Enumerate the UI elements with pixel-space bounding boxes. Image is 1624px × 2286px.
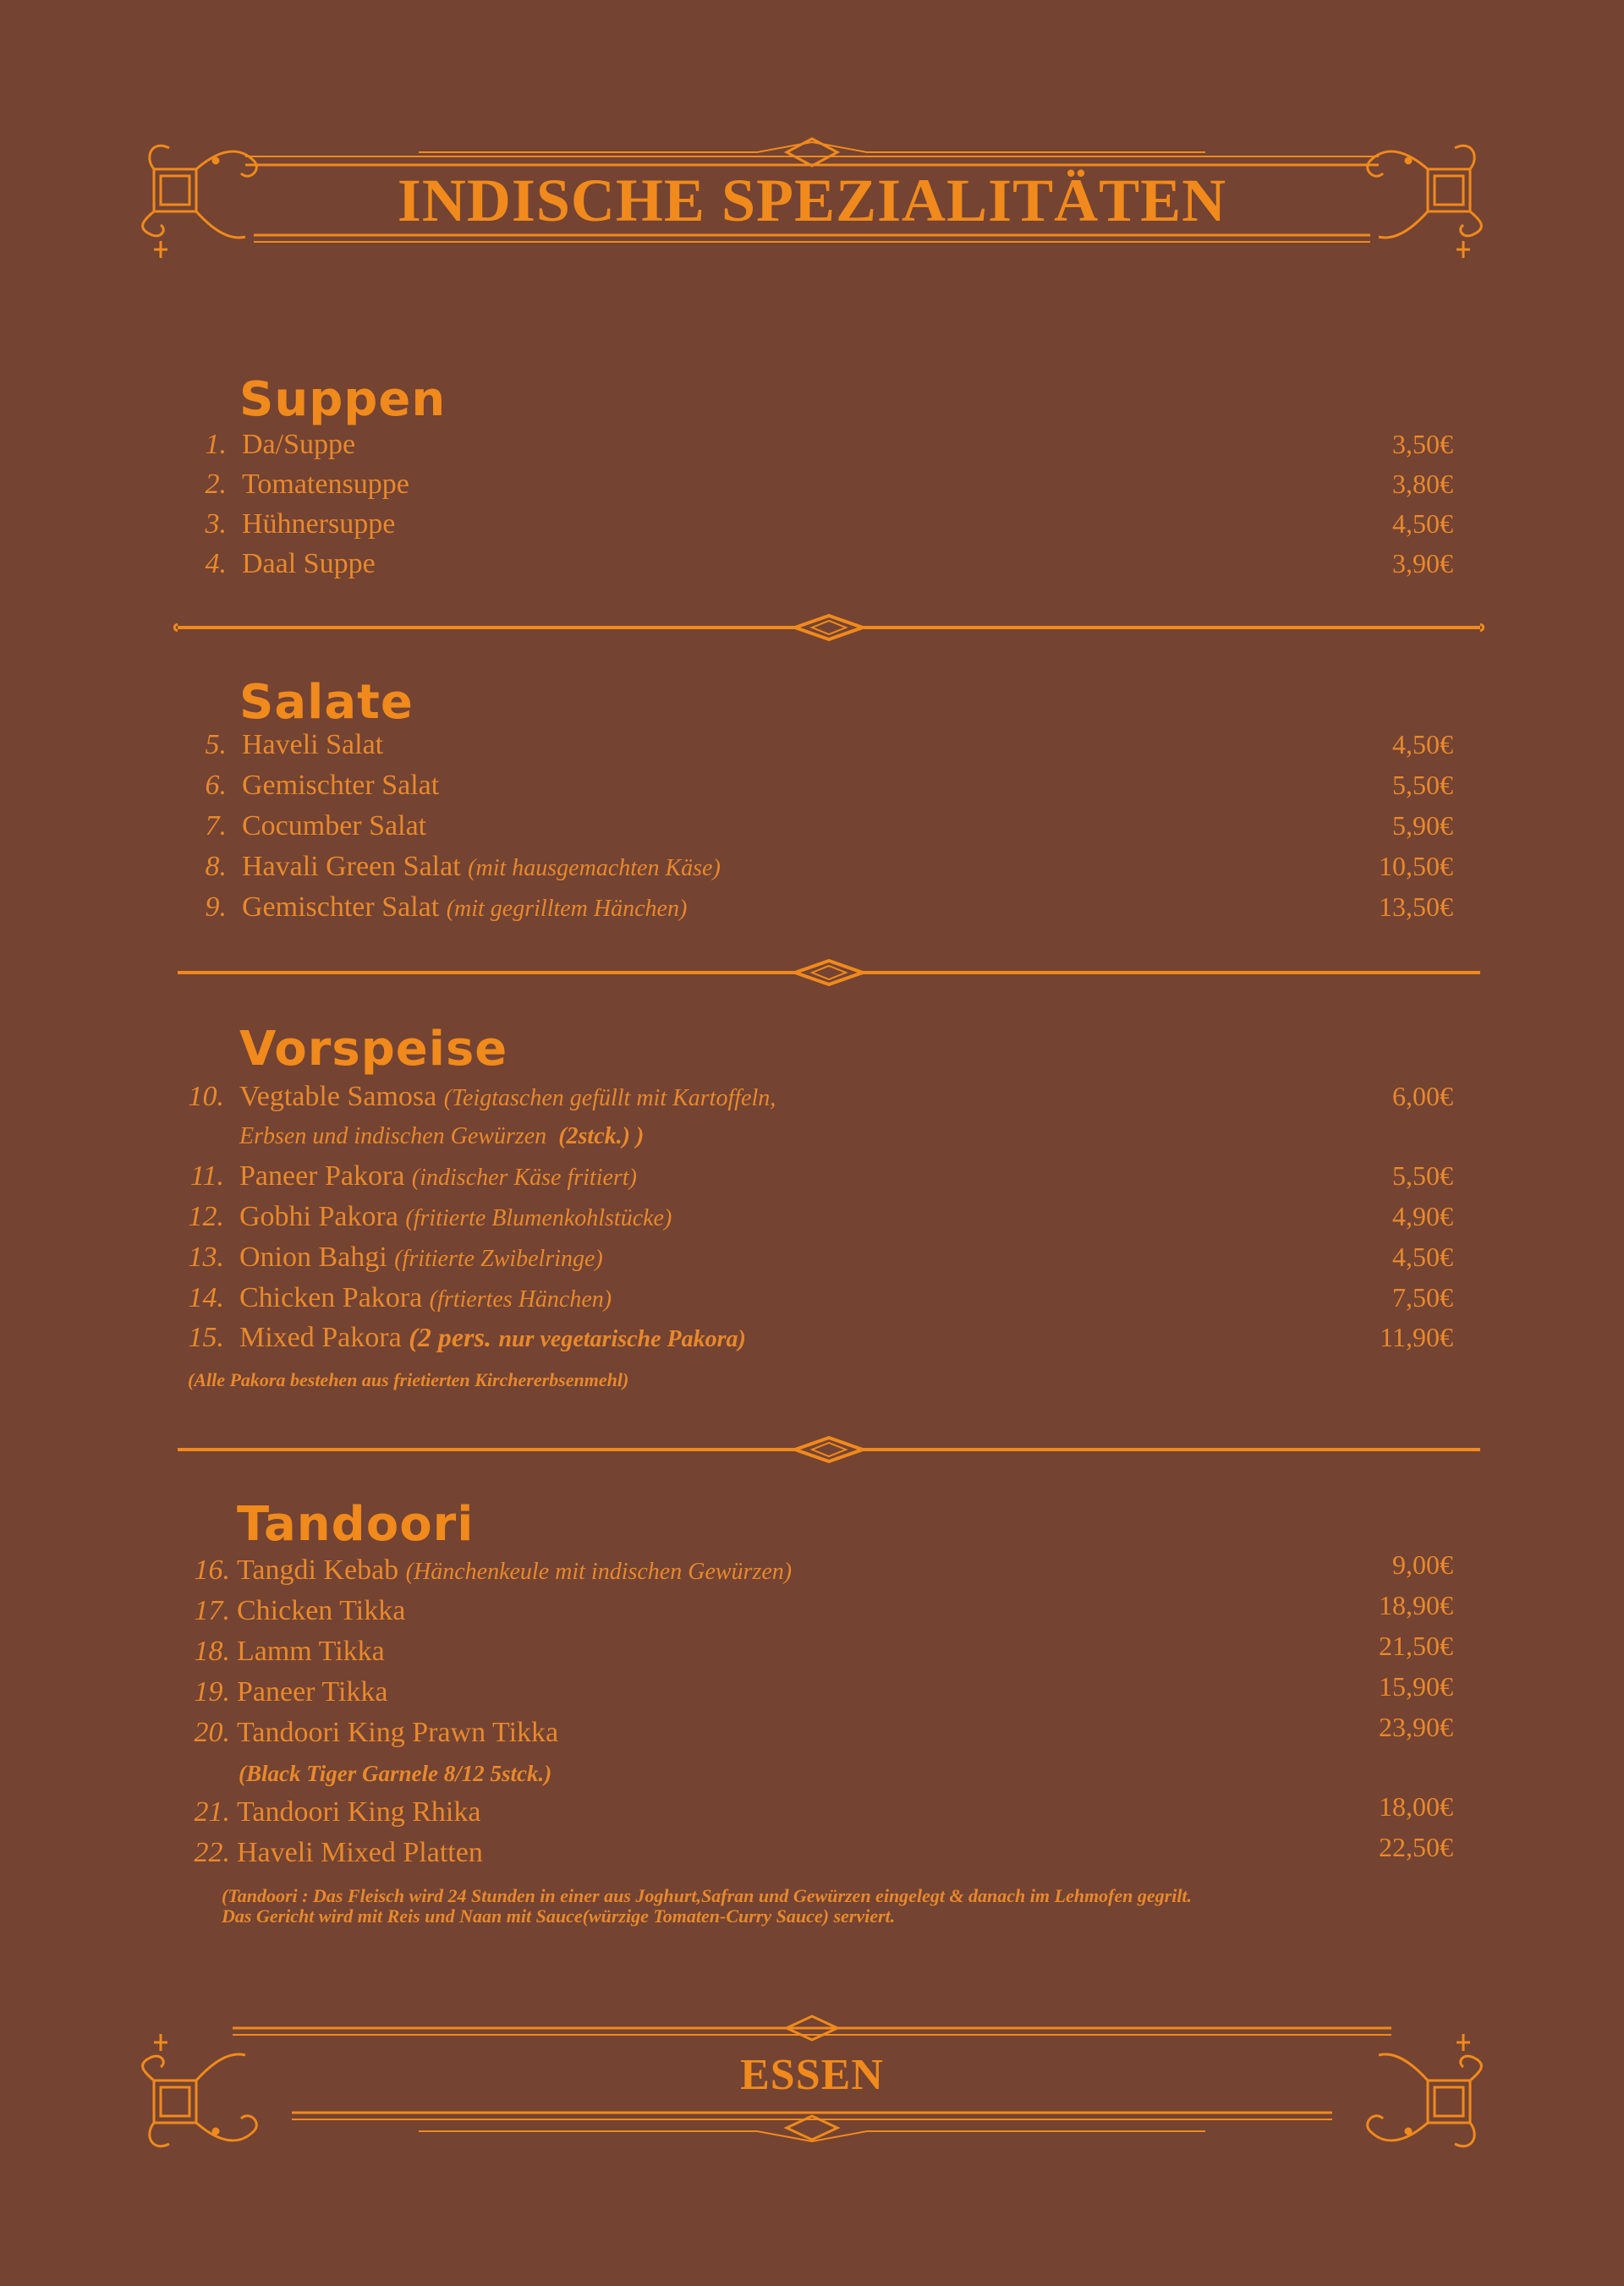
item-number: 22. [194, 1837, 230, 1868]
item-name: Daal Suppe [242, 548, 376, 579]
item-description-continued: Erbsen und indischen Gewürzen (2stck.) ) [239, 1123, 645, 1149]
item-name: Haveli Mixed Platten [237, 1837, 483, 1868]
item-name: Hühnersuppe [242, 508, 396, 540]
item-number: 2. [205, 469, 227, 500]
menu-item [0, 508, 1624, 549]
item-price: 23,90€ [1379, 1712, 1453, 1742]
menu-item [0, 851, 1624, 891]
item-name: Tandoori King Prawn Tikka [237, 1717, 559, 1748]
item-price: 18,00€ [1379, 1791, 1453, 1822]
menu-item [0, 1081, 1624, 1121]
section-title: Suppen [239, 372, 447, 427]
item-name: Paneer Pakora (indischer Käse fritiert) [239, 1160, 637, 1192]
item-price: 5,50€ [1392, 1160, 1453, 1191]
item-number: 16. [194, 1554, 230, 1586]
item-description: (frtiertes Hänchen) [429, 1286, 612, 1313]
item-number: 18. [194, 1636, 230, 1667]
menu-item [0, 1832, 1624, 1878]
section-title: Tandoori [237, 1497, 475, 1552]
item-number: 13. [188, 1242, 224, 1273]
item-number: 21. [194, 1796, 230, 1828]
menu-item [0, 1201, 1624, 1242]
item-number: 8. [205, 851, 227, 882]
item-price: 4,50€ [1392, 1242, 1453, 1272]
item-price: 21,50€ [1379, 1631, 1453, 1661]
item-price: 6,00€ [1392, 1081, 1453, 1111]
item-price: 15,90€ [1379, 1671, 1453, 1702]
section-note: (Alle Pakora bestehen aus frietierten Kirchererbsenmehl) [188, 1369, 629, 1390]
item-name: Tangdi Kebab (Hänchenkeule mit indischen Gewürzen) [237, 1554, 793, 1586]
item-description: (indischer Käse fritiert) [411, 1165, 637, 1191]
item-number: 4. [205, 548, 227, 579]
item-number: 20. [194, 1717, 230, 1748]
item-price: 3,80€ [1392, 469, 1453, 499]
item-description: (2 pers. [409, 1322, 491, 1352]
item-number: 11. [190, 1160, 224, 1192]
menu-item [0, 548, 1624, 589]
item-name: Cocumber Salat [242, 810, 427, 841]
item-price: 4,50€ [1392, 508, 1453, 539]
item-name: Onion Bahgi (fritierte Zwibelringe) [239, 1242, 603, 1273]
item-price: 3,90€ [1392, 548, 1453, 578]
item-name: Tandoori King Rhika [237, 1796, 481, 1828]
menu-item [0, 1160, 1624, 1201]
item-name: Gobhi Pakora (fritierte Blumenkohlstücke) [239, 1201, 672, 1232]
menu-item [0, 891, 1624, 932]
footer-frame [135, 2004, 1489, 2157]
item-description: (Teigtaschen gefüllt mit Kartoffeln, [443, 1085, 776, 1111]
item-number: 3. [205, 508, 227, 540]
item-number: 7. [205, 810, 227, 841]
item-price: 11,90€ [1380, 1322, 1453, 1352]
menu-item [0, 729, 1624, 770]
item-name: Paneer Tikka [237, 1676, 388, 1708]
item-number: 6. [205, 770, 227, 801]
item-description: (mit gegrilltem Hänchen) [446, 896, 688, 922]
divider-ornament-icon [173, 1433, 1484, 1466]
item-name: Havali Green Salat (mit hausgemachten Käse) [242, 851, 721, 882]
item-name: Gemischter Salat [242, 770, 440, 801]
item-number: 17. [194, 1595, 230, 1626]
menu-item [0, 1242, 1624, 1282]
item-description: (fritierte Blumenkohlstücke) [405, 1205, 672, 1231]
item-description: (fritierte Zwibelringe) [394, 1246, 603, 1272]
item-price: 10,50€ [1379, 851, 1453, 881]
item-name: Chicken Pakora (frtiertes Hänchen) [239, 1282, 612, 1313]
item-name: Da/Suppe [242, 429, 356, 460]
item-number: 12. [188, 1201, 224, 1232]
menu-item [0, 1322, 1624, 1362]
item-name: Chicken Tikka [237, 1595, 406, 1626]
item-name: Gemischter Salat (mit gegrilltem Hänchen) [242, 891, 688, 923]
section-title: Vorspeise [239, 1022, 508, 1077]
item-number: 10. [188, 1081, 224, 1112]
menu-item [0, 1671, 1624, 1717]
item-number: 9. [205, 891, 227, 923]
menu-item [0, 1282, 1624, 1323]
item-price: 22,50€ [1379, 1832, 1453, 1862]
item-price: 3,50€ [1392, 429, 1453, 459]
item-price: 5,50€ [1392, 770, 1453, 800]
divider-ornament-icon [173, 611, 1484, 644]
item-number: 14. [188, 1282, 224, 1313]
menu-item [0, 469, 1624, 509]
item-number: 15. [188, 1322, 224, 1353]
menu-item [0, 1631, 1624, 1676]
item-name: Mixed Pakora (2 pers. nur vegetarische Pakora) [239, 1322, 746, 1353]
item-name: Haveli Salat [242, 729, 384, 760]
item-price: 7,50€ [1392, 1282, 1453, 1313]
item-price: 5,90€ [1392, 810, 1453, 841]
item-number: 5. [205, 729, 227, 760]
section-title: Salate [239, 675, 414, 730]
item-price: 18,90€ [1379, 1590, 1453, 1620]
menu-item [0, 810, 1624, 851]
menu-item [0, 1590, 1624, 1636]
item-price: 13,50€ [1379, 891, 1453, 922]
item-number: 1. [205, 429, 227, 460]
footer-title: ESSEN [740, 2051, 884, 2099]
page-title: INDISCHE SPEZIALITÄTEN [397, 167, 1227, 234]
item-number: 19. [194, 1676, 230, 1708]
item-price: 4,50€ [1392, 729, 1453, 759]
item-price: 9,00€ [1392, 1549, 1453, 1580]
item-description: (mit hausgemachten Käse) [468, 855, 721, 881]
item-description-continued: (Black Tiger Garnele 8/12 5stck.) [239, 1761, 552, 1786]
divider-ornament-icon [173, 956, 1484, 990]
menu-item [0, 429, 1624, 469]
section-note: (Tandoori : Das Fleisch wird 24 Stunden in einer aus Joghurt,Safran und Gewürzen eingelegt & danach im Lehmofen gegrilt. Das Gericht wird mit Reis und Naan mit Sauce(würzige Tomaten-Curry Sauce) serviert. [222, 1885, 1193, 1927]
menu-item [0, 770, 1624, 810]
item-name: Vegtable Samosa (Teigtaschen gefüllt mit Kartoffeln, [239, 1081, 776, 1112]
item-description: nur vegetarische Pakora) [498, 1326, 746, 1352]
item-name: Tomatensuppe [242, 469, 409, 500]
item-description: (Hänchenkeule mit indischen Gewürzen) [405, 1559, 793, 1585]
menu-item [0, 1791, 1624, 1837]
menu-item [0, 1712, 1624, 1757]
item-price: 4,90€ [1392, 1201, 1453, 1231]
header-frame [135, 135, 1489, 288]
item-name: Lamm Tikka [237, 1636, 385, 1667]
menu-item [0, 1549, 1624, 1595]
